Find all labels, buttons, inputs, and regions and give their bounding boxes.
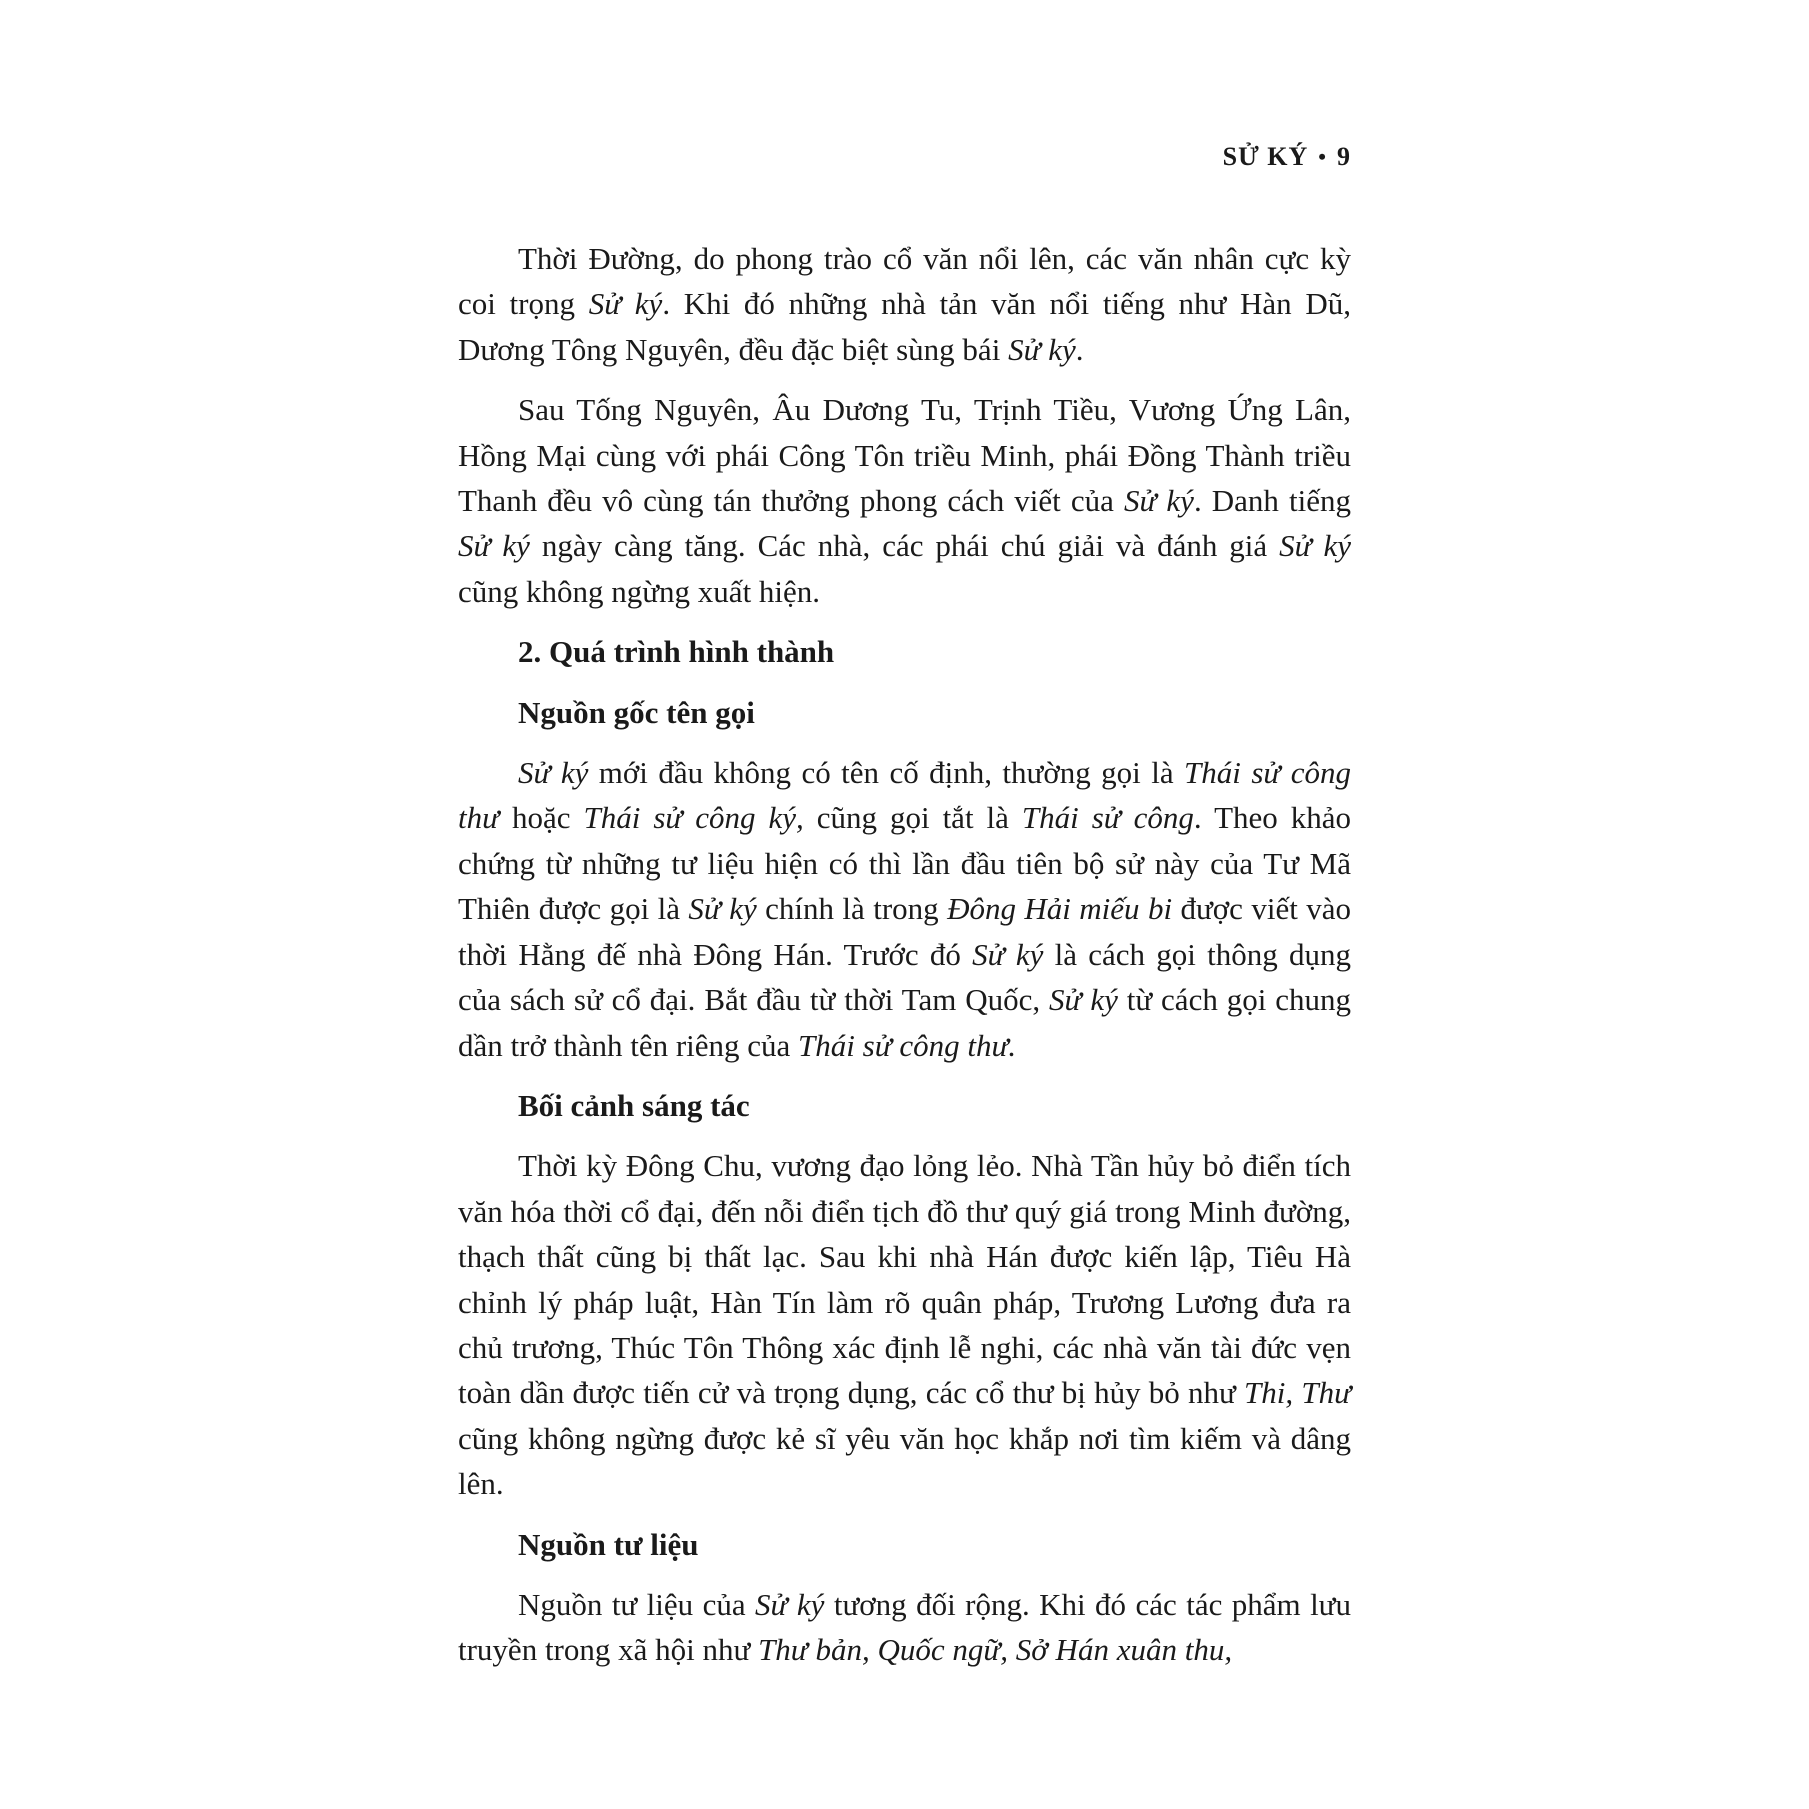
italic-title: Thi, Thư [1244,1375,1351,1411]
italic-title: Thái sử công ký, [583,800,804,836]
italic-title: Sử ký [688,891,757,927]
page-body [458,236,1351,1673]
italic-title: Sử ký [1279,528,1352,564]
subsection-heading: Bối cảnh sáng tác [518,1087,750,1123]
page-number: 9 [1337,142,1351,171]
italic-title: Sử ký [1008,331,1076,367]
subsection-heading: Nguồn gốc tên gọi [518,694,755,730]
section-heading: 2. Quá trình hình thành [518,634,835,670]
separator-bullet: • [1318,144,1327,169]
italic-title: Thái sử công thư. [798,1027,1017,1063]
running-header [1223,142,1351,172]
italic-title: Đông Hải miếu bi [947,891,1173,927]
italic-title: Sử ký [755,1586,825,1622]
italic-title: Sử ký [518,755,589,791]
italic-title: Thư bản, Quốc ngữ, Sở Hán xuân thu, [758,1632,1233,1668]
paragraph: Thời Đường, do phong trào cổ văn nổi lên, các văn nhân cực kỳ coi trọng Sử ký. Khi đó những nhà tản văn nổi tiếng như Hàn Dũ, Dương Tông Nguyên, đều đặc biệt sùng bái Sử ký. [458,241,1351,367]
italic-title: Sử ký [458,528,530,564]
paragraph: Nguồn tư liệu của Sử ký tương đối rộng. Khi đó các tác phẩm lưu truyền trong xã hội như Thư bản, Quốc ngữ, Sở Hán xuân thu, [458,1586,1351,1668]
italic-title: Sử ký [972,936,1044,972]
paragraph: Thời kỳ Đông Chu, vương đạo lỏng lẻo. Nhà Tần hủy bỏ điển tích văn hóa thời cổ đại, đến nỗi điển tịch đồ thư quý giá trong Minh đường, thạch thất cũng bị thất lạc. Sau khi nhà Hán được kiến lập, Tiêu Hà chỉnh lý pháp luật, Hàn Tín làm rõ quân pháp, Trương Lương đưa ra chủ trương, Thúc Tôn Thông xác định lễ nghi, các nhà văn tài đức vẹn toàn dần được tiến cử và trọng dụng, các cổ thư bị hủy bỏ như Thi, Thư cũng không ngừng được kẻ sĩ yêu văn học khắp nơi tìm kiếm và dâng lên. [458,1148,1351,1502]
italic-title: Sử ký [1123,483,1194,519]
subsection-heading: Nguồn tư liệu [518,1526,699,1562]
paragraph: Sử ký mới đầu không có tên cố định, thường gọi là Thái sử công thư hoặc Thái sử công ký, cũng gọi tắt là Thái sử công. Theo khảo chứng từ những tư liệu hiện có thì lần đầu tiên bộ sử này của Tư Mã Thiên được gọi là Sử ký chính là trong Đông Hải miếu bi được viết vào thời Hằng đế nhà Đông Hán. Trước đó Sử ký là cách gọi thông dụng của sách sử cổ đại. Bắt đầu từ thời Tam Quốc, Sử ký từ cách gọi chung dần trở thành tên riêng của Thái sử công thư. [458,755,1351,1063]
italic-title: Thái sử công [1021,800,1194,836]
italic-title: Sử ký [588,286,663,322]
italic-title: Thái sử công thư [458,755,1351,836]
book-title: SỬ KÝ [1222,142,1309,171]
paragraph: Sau Tống Nguyên, Âu Dương Tu, Trịnh Tiều, Vương Ứng Lân, Hồng Mại cùng với phái Công Tôn triều Minh, phái Đồng Thành triều Thanh đều vô cùng tán thưởng phong cách viết của Sử ký. Danh tiếng Sử ký ngày càng tăng. Các nhà, các phái chú giải và đánh giá Sử ký cũng không ngừng xuất hiện. [458,392,1352,609]
italic-title: Sử ký [1049,982,1118,1018]
